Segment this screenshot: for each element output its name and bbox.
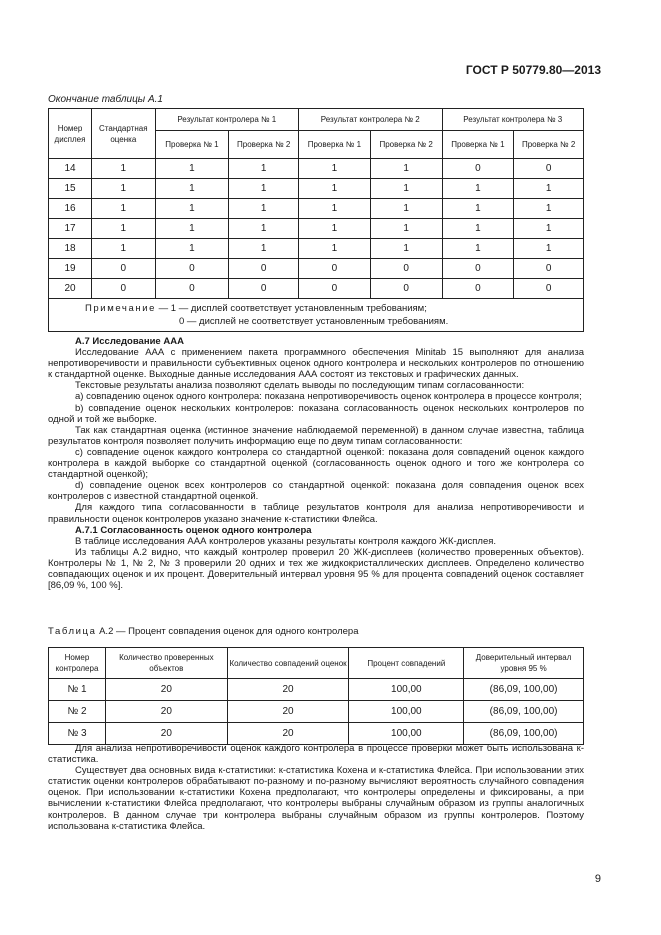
table-cell: 1 bbox=[155, 159, 229, 179]
table-cell: № 3 bbox=[49, 723, 106, 745]
table-cell: 1 bbox=[514, 199, 584, 219]
paragraph: Существует два основных вида к-статистики: к-статистика Кохена и к-статистика Флейса. При использовании этих статистик оценки контролеров обрабатывают по-разному и по-разному вычисляют вероятность случайного совпадения оценок. При использовании к-статистики Кохена предполагают, что контролеры определены и фиксированы, а при вычислении к-статистики Флейса предполагают, что контролеры выбраны случайным образом из группы аналогичных контролеров. В данном случае три контролера выбраны случайным образом из группы контролеров. Поэтому использована к-статистика Флейса. bbox=[48, 765, 584, 832]
header-confidence-interval: Доверительный интервал уровня 95 % bbox=[464, 648, 584, 679]
paragraph: c) совпадение оценок каждого контролера со стандартной оценкой: показана доля совпадений оценок каждого контролера в каждой выборке со стандартной оценкой (согласованность оценок одного и того же контролера со стандартной оценкой); bbox=[48, 446, 584, 481]
table-a2-caption-label: Таблица bbox=[48, 626, 97, 637]
note-line-2: 0 — дисплей не соответствует установленным требованиям. bbox=[179, 316, 449, 327]
table-cell: 0 bbox=[442, 279, 514, 299]
table-cell: 1 bbox=[514, 179, 584, 199]
paragraph: Так как стандартная оценка (истинное значение наблюдаемой переменной) в данном случае известна, таблица результатов контроля позволяет получить информацию еще по двум типам согласованности: bbox=[48, 424, 584, 447]
table-cell: 20 bbox=[105, 723, 227, 745]
table-cell: 1 bbox=[442, 219, 514, 239]
table-cell: 0 bbox=[370, 279, 442, 299]
table-row bbox=[49, 179, 584, 199]
table-cell: 1 bbox=[514, 219, 584, 239]
table-cell: 0 bbox=[299, 279, 371, 299]
table-cell: 100,00 bbox=[349, 679, 464, 701]
table-cell: (86,09, 100,00) bbox=[464, 679, 584, 701]
note-label: Примечание bbox=[85, 303, 156, 314]
header-check-2: Проверка № 2 bbox=[229, 131, 299, 159]
table-cell: 1 bbox=[370, 199, 442, 219]
table-cell: 16 bbox=[49, 199, 92, 219]
table-cell: 1 bbox=[370, 159, 442, 179]
table-cell: 20 bbox=[227, 679, 349, 701]
table-cell: 0 bbox=[92, 259, 156, 279]
section-a7-heading: А.7 Исследование ААА bbox=[75, 336, 184, 347]
table-row bbox=[49, 159, 584, 179]
table-cell: 1 bbox=[229, 239, 299, 259]
table-cell: 0 bbox=[229, 279, 299, 299]
header-check-1: Проверка № 1 bbox=[155, 131, 229, 159]
table-cell: (86,09, 100,00) bbox=[464, 723, 584, 745]
table-cell: 14 bbox=[49, 159, 92, 179]
table-cell: 0 bbox=[514, 259, 584, 279]
table-cell: 1 bbox=[299, 239, 371, 259]
table-cell: 0 bbox=[92, 279, 156, 299]
section-a71-heading: А.7.1 Согласованность оценок одного контролера bbox=[75, 524, 312, 536]
table-a2-caption-text: А.2 — Процент совпадения оценок для одного контролера bbox=[96, 626, 359, 637]
table-cell: 1 bbox=[155, 179, 229, 199]
table-cell: 1 bbox=[370, 239, 442, 259]
header-check-2: Проверка № 2 bbox=[514, 131, 584, 159]
table-cell: 1 bbox=[229, 179, 299, 199]
table-cell: 20 bbox=[105, 701, 227, 723]
table-cell: 15 bbox=[49, 179, 92, 199]
table-cell: 0 bbox=[514, 159, 584, 179]
table-cell: 0 bbox=[514, 279, 584, 299]
table-cell: 1 bbox=[299, 219, 371, 239]
table-cell: 0 bbox=[442, 159, 514, 179]
table-cell: 1 bbox=[155, 219, 229, 239]
table-row bbox=[49, 219, 584, 239]
table-row bbox=[49, 239, 584, 259]
table-cell: 1 bbox=[155, 199, 229, 219]
header-check-1: Проверка № 1 bbox=[299, 131, 371, 159]
page-number: 9 bbox=[594, 873, 601, 885]
paragraph: a) совпадению оценок одного контролера: показана непротиворечивость оценок контролера в процессе контроля; bbox=[75, 391, 582, 403]
header-display-number: Номер дисплея bbox=[49, 109, 92, 159]
table-row bbox=[49, 259, 584, 279]
header-check-1: Проверка № 1 bbox=[442, 131, 514, 159]
table-cell: 1 bbox=[92, 179, 156, 199]
table-cell: 1 bbox=[229, 219, 299, 239]
table-cell: 100,00 bbox=[349, 723, 464, 745]
header-controller-3: Результат контролера № 3 bbox=[442, 109, 584, 131]
table-cell: 18 bbox=[49, 239, 92, 259]
table-cell: № 2 bbox=[49, 701, 106, 723]
paragraph: b) совпадение оценок нескольких контролеров: показана согласованность оценок нескольких контролеров по одной и той же выборке. bbox=[48, 402, 584, 425]
header-controller-2: Результат контролера № 2 bbox=[299, 109, 442, 131]
table-cell: 1 bbox=[299, 159, 371, 179]
table-cell: 1 bbox=[442, 199, 514, 219]
table-cell: 0 bbox=[370, 259, 442, 279]
table-cell: 1 bbox=[442, 179, 514, 199]
table-cell: 0 bbox=[442, 259, 514, 279]
paragraph: d) совпадение оценок всех контролеров со стандартной оценкой: показана доля совпадения оценок всех контролеров с известной стандартной оценкой. bbox=[48, 480, 584, 503]
table-cell: 1 bbox=[514, 239, 584, 259]
table-cell: 19 bbox=[49, 259, 92, 279]
table-cell: 20 bbox=[49, 279, 92, 299]
table-cell: 1 bbox=[299, 199, 371, 219]
table-cell: 1 bbox=[370, 179, 442, 199]
paragraph: Для анализа непротиворечивости оценок каждого контролера в процессе проверки может быть использована к-статистика. bbox=[48, 743, 584, 766]
paragraph: В таблице исследования ААА контролеров указаны результаты контроля каждого ЖК-дисплея. bbox=[75, 535, 497, 547]
table-cell: (86,09, 100,00) bbox=[464, 701, 584, 723]
header-controller-number: Номер контролера bbox=[49, 648, 106, 679]
table-cell: 1 bbox=[299, 179, 371, 199]
table-note bbox=[49, 299, 584, 332]
table-cell: 1 bbox=[229, 199, 299, 219]
body-text bbox=[48, 336, 584, 591]
note-line-1: — 1 — дисплей соответствует установленным требованиям; bbox=[156, 303, 427, 314]
table-cell: 1 bbox=[92, 219, 156, 239]
table-cell: 1 bbox=[92, 239, 156, 259]
table-cell: 0 bbox=[229, 259, 299, 279]
paragraph: Исследование ААА с применением пакета программного обеспечения Minitab 15 выполняют для анализа непротиворечивости и правильности субъективных оценок одного контролера и нескольких контролеров по отношению к стандартной оценке. Выходные данные исследования ААА состоят из текстовых и графических данных. bbox=[48, 347, 584, 381]
paragraph: Для каждого типа согласованности в таблице результатов контроля для анализа непротиворечивости и правильности оценок контролеров указано значение к-статистики Флейса. bbox=[48, 502, 584, 525]
table-cell: 20 bbox=[105, 679, 227, 701]
table-cell: 1 bbox=[442, 239, 514, 259]
header-standard-score: Стандартная оценка bbox=[92, 109, 156, 159]
table-cell: 20 bbox=[227, 701, 349, 723]
table-cell: 100,00 bbox=[349, 701, 464, 723]
table-cell: 1 bbox=[229, 159, 299, 179]
table-a1 bbox=[48, 108, 584, 332]
table-row bbox=[49, 199, 584, 219]
table-cell: 0 bbox=[155, 279, 229, 299]
table-cell: 1 bbox=[92, 199, 156, 219]
body-text-2 bbox=[48, 743, 584, 832]
table-cell: 20 bbox=[227, 723, 349, 745]
table-a2 bbox=[48, 647, 584, 745]
table-cell: 0 bbox=[155, 259, 229, 279]
table-cell: 1 bbox=[92, 159, 156, 179]
table-row bbox=[49, 723, 584, 745]
table-cell: 1 bbox=[155, 239, 229, 259]
table-cell: 17 bbox=[49, 219, 92, 239]
table-a1-caption: Окончание таблицы А.1 bbox=[48, 94, 163, 105]
header-checked-objects: Количество проверенных объектов bbox=[105, 648, 227, 679]
header-matches-count: Количество совпадений оценок bbox=[227, 648, 349, 679]
paragraph: Текстовые результаты анализа позволяют сделать выводы по последующим типам согласованности: bbox=[75, 380, 525, 392]
table-cell: № 1 bbox=[49, 679, 106, 701]
header-controller-1: Результат контролера № 1 bbox=[155, 109, 298, 131]
document-code: ГОСТ Р 50779.80—2013 bbox=[465, 63, 601, 77]
table-row bbox=[49, 701, 584, 723]
header-check-2: Проверка № 2 bbox=[370, 131, 442, 159]
header-match-percent: Процент совпадений bbox=[349, 648, 464, 679]
table-note-row bbox=[49, 299, 584, 332]
table-cell: 1 bbox=[370, 219, 442, 239]
table-row bbox=[49, 279, 584, 299]
table-row bbox=[49, 679, 584, 701]
table-cell: 0 bbox=[299, 259, 371, 279]
paragraph: Из таблицы А.2 видно, что каждый контролер проверил 20 ЖК-дисплеев (количество проверенных объектов). Контролеры № 1, № 2, № 3 проверили 20 одних и тех же жидкокристаллических дисплеев. Определено количество совпадающих оценок и их процент. Доверительный интервал уровня 95 % для процента совпадений оценок составляет [86,09 %, 100 %]. bbox=[48, 546, 584, 592]
table-a2-caption bbox=[48, 626, 358, 637]
